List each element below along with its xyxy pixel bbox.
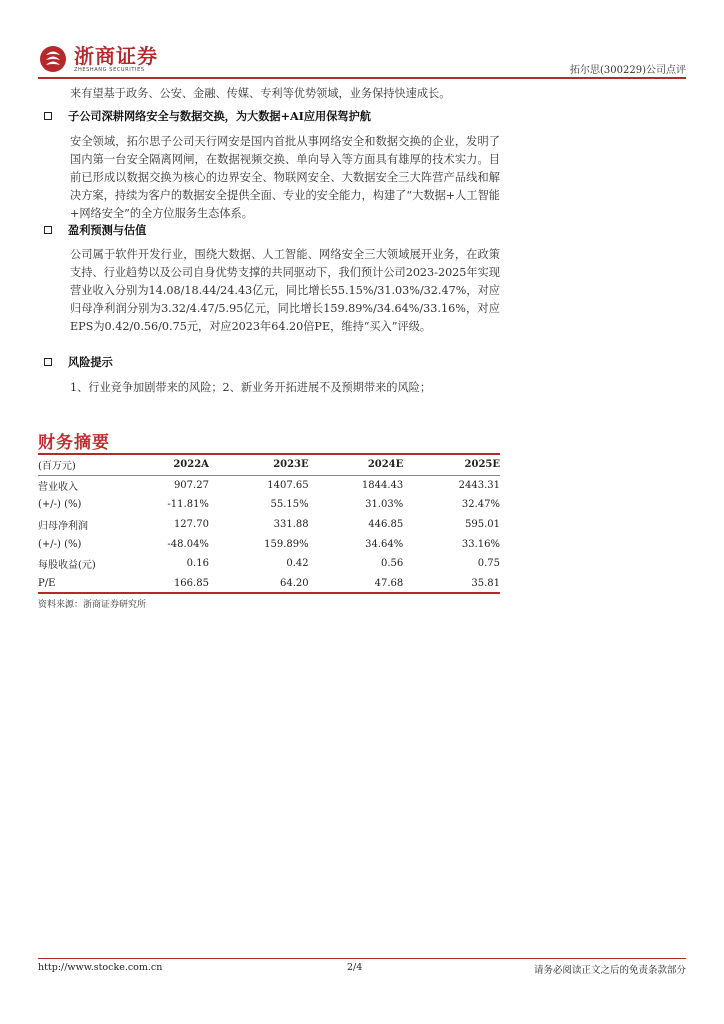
table-header-cell: 2024E bbox=[367, 459, 404, 471]
table-cell: 2443.31 bbox=[458, 479, 500, 491]
footer-url-link[interactable]: http://www.stocke.com.cn bbox=[38, 962, 163, 973]
checkbox-square-icon bbox=[44, 112, 52, 120]
brand-name-en: ZHESHANG SECURITIES bbox=[74, 66, 145, 73]
table-cell: 47.68 bbox=[374, 577, 404, 589]
table-row bbox=[38, 574, 500, 594]
footer-divider bbox=[38, 958, 686, 959]
summary-title: 财务摘要 bbox=[38, 433, 110, 453]
doc-label: 拓尔思(300229)公司点评 bbox=[570, 65, 686, 76]
table-cell: 31.03% bbox=[365, 499, 404, 511]
table-cell: -48.04% bbox=[167, 538, 209, 550]
table-cell: P/E bbox=[38, 577, 56, 589]
table-header-cell: 2022A bbox=[173, 459, 209, 471]
section-text-forecast: 公司属于软件开发行业，围绕大数据、人工智能、网络安全三大领域展开业务，在政策支持、行业趋势以及公司自身优势支撑的共同驱动下，我们预计公司2023-2025年实现营业收入分别为14.08/18.44/24.43亿元，同比增长55.15%/31.03%/32.47%，对应归母净利润分别为3.32/4.47/5.95亿元，同比增长159.89%/34.64%/33.16%，对应EPS为0.42/0.56/0.75元，对应2023年64.20倍PE，维持“买入”评级。 bbox=[70, 248, 500, 333]
table-cell: 0.56 bbox=[381, 558, 404, 570]
table-cell: 331.88 bbox=[273, 519, 309, 531]
table-cell: 55.15% bbox=[270, 499, 309, 511]
table-cell: 1844.43 bbox=[361, 479, 404, 491]
table-row bbox=[38, 515, 500, 535]
table-cell: 159.89% bbox=[264, 538, 309, 550]
section-title: 风险提示 bbox=[68, 355, 113, 369]
table-cell: 595.01 bbox=[465, 519, 500, 531]
financial-summary-table bbox=[38, 455, 500, 593]
section-title: 子公司深耕网络安全与数据交换，为大数据+AI应用保驾护航 bbox=[68, 109, 371, 123]
brand-logo bbox=[38, 44, 158, 74]
table-cell: 32.47% bbox=[461, 499, 500, 511]
table-cell: 64.20 bbox=[280, 577, 309, 589]
footer-disclaimer: 请务必阅读正文之后的免责条款部分 bbox=[533, 965, 686, 976]
table-cell: 907.27 bbox=[173, 479, 209, 491]
table-header-cell: 2023E bbox=[273, 459, 309, 471]
brand-name-cn: 浙商证券 bbox=[74, 43, 158, 68]
table-cell: 33.16% bbox=[461, 538, 500, 550]
table-cell: (+/-) (%) bbox=[38, 538, 82, 550]
section-heading-security bbox=[44, 108, 371, 124]
table-row bbox=[38, 495, 500, 515]
section-title: 盈利预测与估值 bbox=[68, 223, 147, 237]
table-cell: -11.81% bbox=[167, 499, 209, 511]
table-cell: 35.81 bbox=[471, 577, 500, 589]
table-cell: 0.42 bbox=[286, 558, 309, 570]
table-row bbox=[38, 475, 500, 495]
table-header-cell: (百万元) bbox=[38, 461, 76, 473]
table-bottom-rule bbox=[38, 592, 500, 594]
table-cell: 0.75 bbox=[477, 558, 500, 570]
table-cell: 127.70 bbox=[173, 519, 209, 531]
table-cell: 0.16 bbox=[186, 558, 209, 570]
table-cell: 166.85 bbox=[173, 577, 209, 589]
table-row bbox=[38, 534, 500, 554]
header-divider bbox=[38, 77, 686, 79]
table-source-note: 资料来源：浙商证券研究所 bbox=[38, 600, 147, 610]
table-header-row bbox=[38, 455, 500, 475]
table-cell: 1407.65 bbox=[267, 479, 309, 491]
brand-mark-icon bbox=[38, 44, 68, 74]
page-header bbox=[38, 38, 686, 78]
table-cell: (+/-) (%) bbox=[38, 499, 82, 511]
table-header-cell: 2025E bbox=[464, 459, 500, 471]
table-cell: 归母净利润 bbox=[38, 521, 88, 533]
checkbox-square-icon bbox=[44, 226, 52, 234]
intro-tail-text: 来有望基于政务、公安、金融、传媒、专利等优势领域，业务保持快速成长。 bbox=[70, 87, 451, 100]
table-row bbox=[38, 554, 500, 574]
checkbox-square-icon bbox=[44, 358, 52, 366]
section-heading-forecast bbox=[44, 222, 146, 238]
table-cell: 每股收益(元) bbox=[38, 560, 96, 572]
section-heading-risk bbox=[44, 354, 113, 370]
section-text-security: 安全领域，拓尔思子公司天行网安是国内首批从事网络安全和数据交换的企业，发明了国内第一台安全隔离网闸，在数据视频交换、单向导入等方面具有雄厚的技术实力。目前已形成以数据交换为核心的边界安全、物联网安全、大数据安全三大阵营产品线和解决方案，持续为客户的数据安全提供全面、专业的安全能力，构建了“大数据+人工智能+网络安全”的全方位服务生态体系。 bbox=[70, 135, 500, 220]
table-cell: 446.85 bbox=[368, 519, 404, 531]
page-number: 2/4 bbox=[347, 962, 363, 973]
table-cell: 营业收入 bbox=[38, 481, 78, 493]
section-text-risk: 1、行业竞争加剧带来的风险；2、新业务开拓进展不及预期带来的风险； bbox=[70, 381, 432, 394]
table-cell: 34.64% bbox=[365, 538, 404, 550]
